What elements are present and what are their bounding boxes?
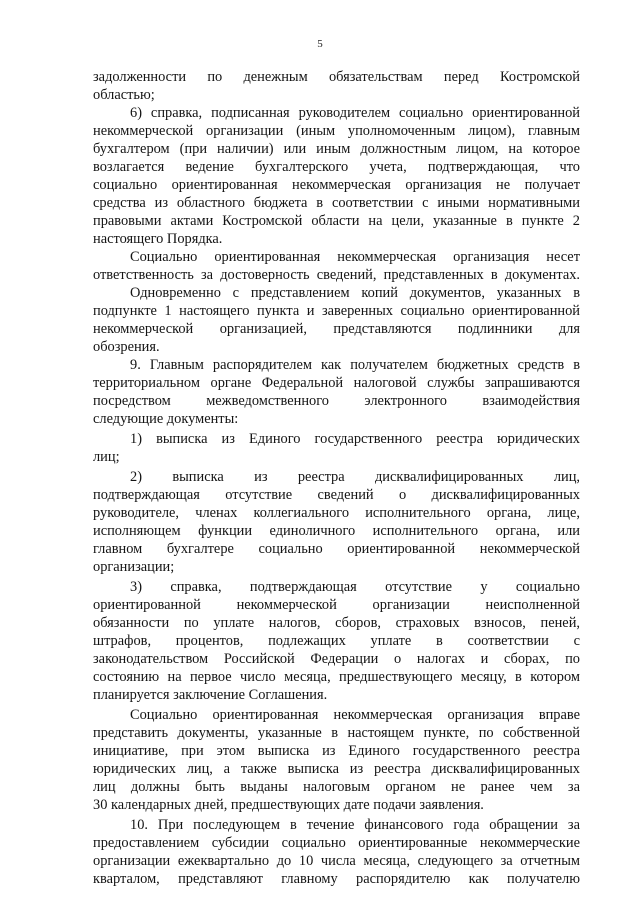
text-line: планируется заключение Соглашения.: [93, 687, 328, 703]
text-line: главном бухгалтере социально ориентированной некоммерческой: [93, 541, 580, 557]
text-line: обязанности по уплате налогов, сборов, страховых взносов, пеней,: [93, 615, 580, 631]
text-line: следующие документы:: [93, 411, 239, 427]
text-line: подпункте 1 настоящего пункта и заверенных социально ориентированной: [93, 303, 580, 319]
text-line: 1) выписка из Единого государственного реестра юридических: [130, 431, 580, 447]
text-line: руководителе, членах коллегиального исполнительного органа, лице,: [93, 505, 580, 521]
text-line: бухгалтером (при наличии) или иным должностным лицом, на которое: [93, 141, 580, 157]
text-line: обозрения.: [93, 339, 160, 355]
text-line: средства из областного бюджета в соответствии с иными нормативными: [93, 195, 580, 211]
text-line: Социально ориентированная некоммерческая организация несет: [130, 249, 580, 265]
text-line: ответственность за достоверность сведений, представленных в документах.: [93, 267, 580, 283]
text-line: 3) справка, подтверждающая отсутствие у социально: [130, 579, 580, 595]
text-line: 2) выписка из реестра дисквалифицированных лиц,: [130, 469, 580, 485]
text-line: некоммерческой организацией, представляются подлинники для: [93, 321, 580, 337]
text-line: территориальном органе Федеральной налоговой службы запрашиваются: [93, 375, 580, 391]
text-line: законодательством Российской Федерации о налогах и сборах, по: [93, 651, 580, 667]
text-line: штрафов, процентов, подлежащих уплате в соответствии с: [93, 633, 580, 649]
text-line: 9. Главным распорядителем как получателем бюджетных средств в: [130, 357, 580, 373]
text-line: задолженности по денежным обязательствам перед Костромской: [93, 69, 580, 85]
text-line: социально ориентированная некоммерческая организация не получает: [93, 177, 580, 193]
page-number: 5: [317, 38, 323, 50]
text-line: посредством межведомственного электронного взаимодействия: [93, 393, 580, 409]
text-line: областью;: [93, 87, 155, 103]
text-line: возлагается ведение бухгалтерского учета, подтверждающая, что: [93, 159, 580, 175]
text-line: лиц;: [93, 449, 120, 465]
text-line: исполняющем функции единоличного исполнительного органа, или: [93, 523, 580, 539]
text-line: лиц должны быть выданы налоговым органом не ранее чем за: [93, 779, 580, 795]
text-line: 10. При последующем в течение финансового года обращении за: [130, 817, 580, 833]
text-line: инициативе, при этом выписка из Единого государственного реестра: [93, 743, 580, 759]
text-line: Социально ориентированная некоммерческая организация вправе: [130, 707, 580, 723]
text-line: некоммерческой организации (иным уполномоченным лицом), главным: [93, 123, 580, 139]
text-line: Одновременно с представлением копий документов, указанных в: [130, 285, 580, 301]
text-line: настоящего Порядка.: [93, 231, 223, 247]
text-line: подтверждающая отсутствие сведений о дисквалифицированных: [93, 487, 580, 503]
text-line: ориентированной некоммерческой организации неисполненной: [93, 597, 580, 613]
text-line: предоставлением субсидии социально ориентированные некоммерческие: [93, 835, 580, 851]
text-line: организации ежеквартально до 10 числа месяца, следующего за отчетным: [93, 853, 580, 869]
text-line: кварталом, представляют главному распорядителю как получателю: [93, 871, 580, 887]
text-line: состоянию на первое число месяца, предшествующего месяцу, в котором: [93, 669, 580, 685]
text-line: 6) справка, подписанная руководителем социально ориентированной: [130, 105, 580, 121]
text-line: 30 календарных дней, предшествующих дате подачи заявления.: [93, 797, 484, 813]
text-line: юридических лиц, а также выписка из реестра дисквалифицированных: [93, 761, 580, 777]
text-line: организации;: [93, 559, 175, 575]
text-line: представить документы, указанные в настоящем пункте, по собственной: [93, 725, 580, 741]
text-line: правовыми актами Костромской области на цели, указанные в пункте 2: [93, 213, 580, 229]
